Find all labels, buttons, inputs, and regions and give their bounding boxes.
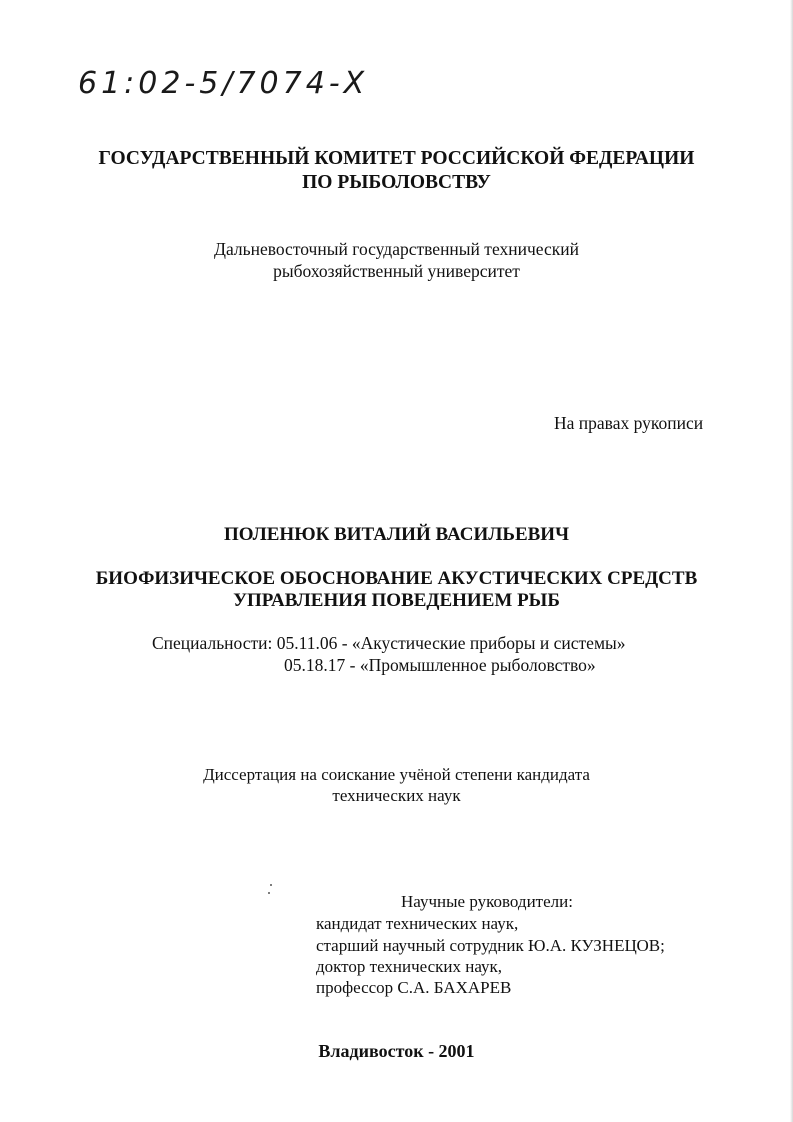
dissertation-title-line-2: УПРАВЛЕНИЯ ПОВЕДЕНИЕМ РЫБ: [233, 590, 560, 611]
committee-title-line-1: ГОСУДАРСТВЕННЫЙ КОМИТЕТ РОССИЙСКОЙ ФЕДЕРАЦИИ: [98, 148, 695, 169]
supervisor-line-4: профессор С.А. БАХАРЕВ: [316, 978, 512, 997]
university-line-1: Дальневосточный государственный технический: [214, 239, 579, 259]
specialty-line-2: 05.18.17 - «Промышленное рыболовство»: [284, 655, 596, 675]
supervisors-heading: Научные руководители:: [401, 892, 573, 911]
university-line-2: рыбохозяйственный университет: [273, 261, 520, 281]
degree-statement-line-2: технических наук: [332, 786, 461, 805]
specialty-line-1: Специальности: 05.11.06 - «Акустические приборы и системы»: [152, 633, 626, 653]
manuscript-rights-note: На правах рукописи: [554, 413, 704, 433]
scan-speck: [270, 884, 272, 886]
supervisor-line-1: кандидат технических наук,: [316, 914, 519, 933]
author-name: ПОЛЕНЮК ВИТАЛИЙ ВАСИЛЬЕВИЧ: [223, 524, 570, 545]
committee-title-line-2: ПО РЫБОЛОВСТВУ: [302, 172, 491, 193]
handwritten-archive-code: 61:02-5/7074-Х: [78, 66, 369, 101]
degree-statement-line-1: Диссертация на соискание учёной степени кандидата: [203, 765, 590, 784]
city-year: Владивосток - 2001: [318, 1041, 475, 1061]
supervisor-line-2: старший научный сотрудник Ю.А. КУЗНЕЦОВ;: [316, 936, 665, 955]
supervisor-line-3: доктор технических наук,: [316, 957, 503, 976]
dissertation-title-line-1: БИОФИЗИЧЕСКОЕ ОБОСНОВАНИЕ АКУСТИЧЕСКИХ СРЕДСТВ: [95, 568, 698, 589]
scan-speck: [268, 892, 270, 894]
